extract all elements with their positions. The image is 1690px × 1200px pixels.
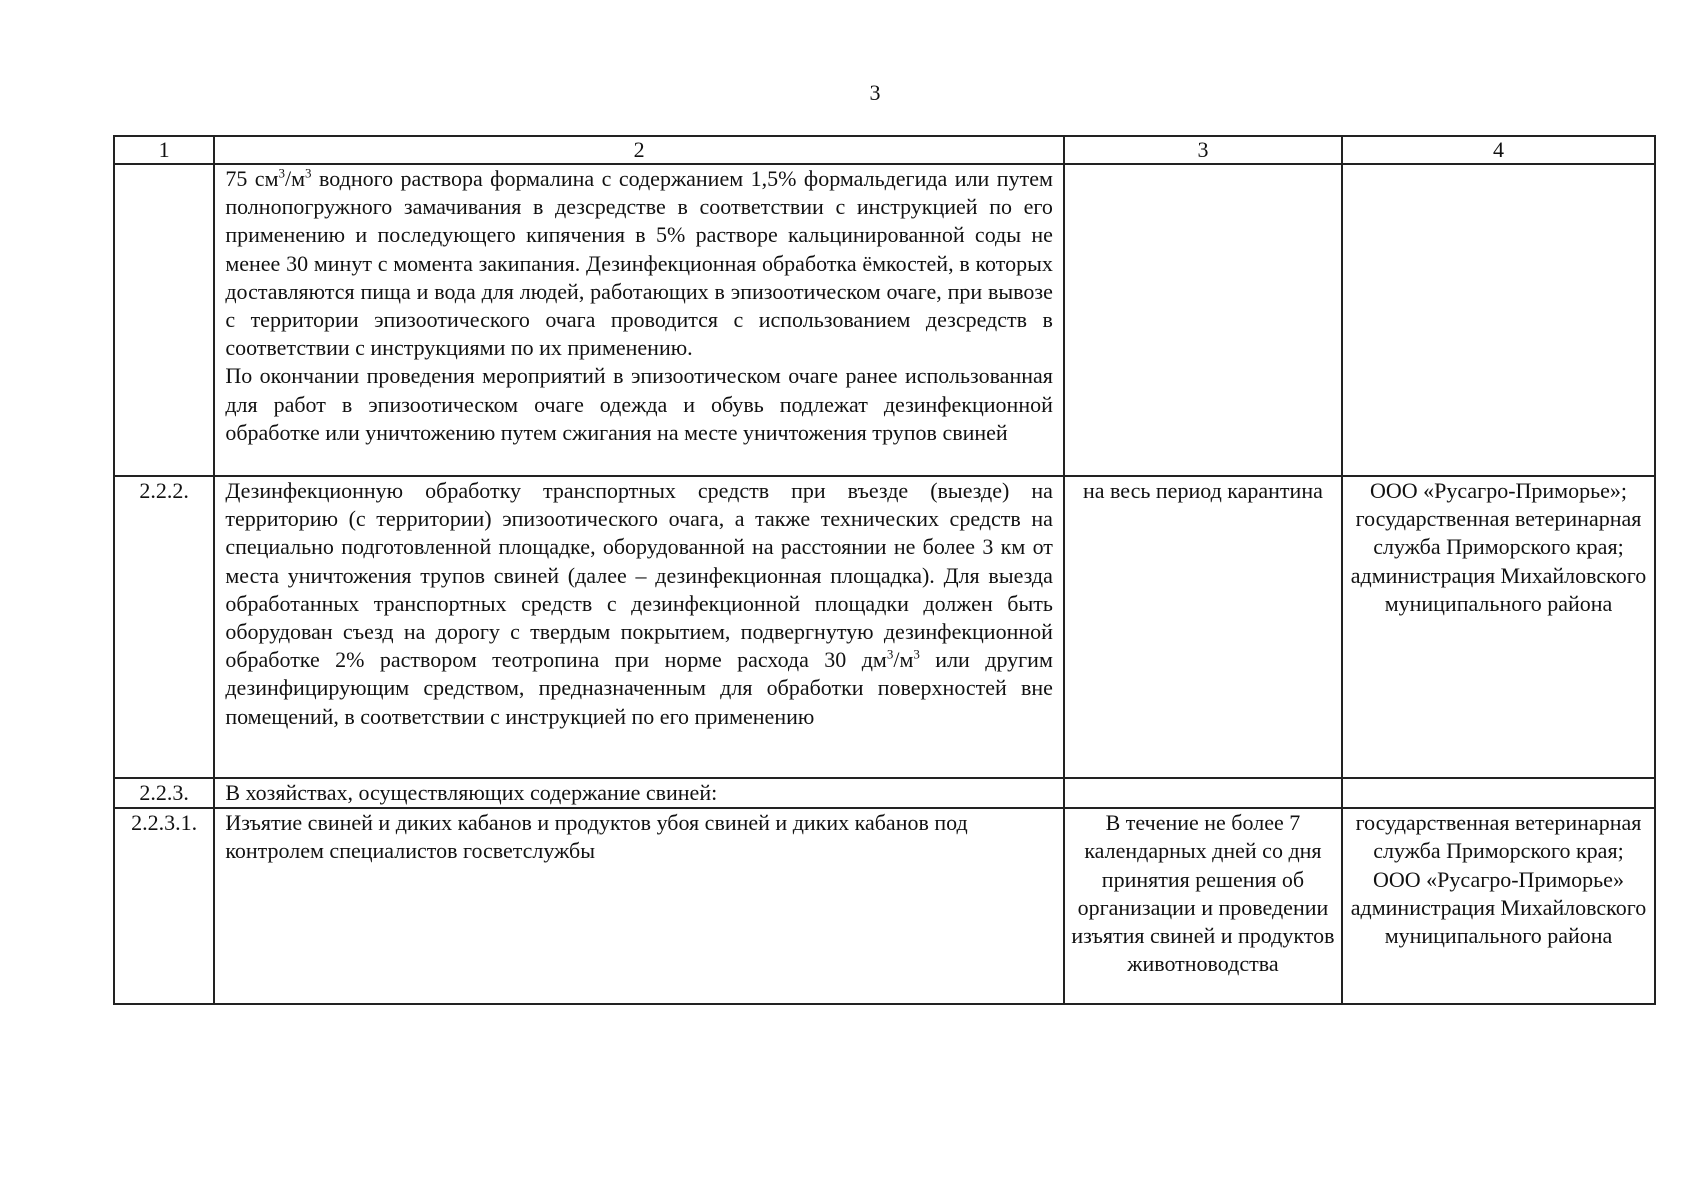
period-cell bbox=[1064, 164, 1342, 476]
column-header-1: 1 bbox=[114, 136, 214, 164]
responsible-cell: государственная ветеринарная служба Приморского края; ООО «Русагро-Приморье» администрация Михайловского муниципального района bbox=[1342, 808, 1655, 1004]
responsible-cell bbox=[1342, 164, 1655, 476]
table-header-row bbox=[114, 136, 1655, 164]
responsible-cell: ООО «Русагро-Приморье»; государственная ветеринарная служба Приморского края; администрация Михайловского муниципального района bbox=[1342, 476, 1655, 778]
period-cell: В течение не более 7 календарных дней со дня принятия решения об организации и проведении изъятия свиней и продуктов животноводства bbox=[1064, 808, 1342, 1004]
measure-text: В хозяйствах, осуществляющих содержание свиней: bbox=[214, 778, 1064, 808]
table-row bbox=[114, 778, 1655, 808]
page-number: 3 bbox=[869, 80, 881, 105]
row-number bbox=[114, 164, 214, 476]
column-header-3: 3 bbox=[1064, 136, 1342, 164]
period-cell bbox=[1064, 778, 1342, 808]
measures-table bbox=[113, 135, 1656, 1005]
table-row bbox=[114, 164, 1655, 476]
row-number: 2.2.3. bbox=[114, 778, 214, 808]
measure-paragraph-1: 75 $см^3/м^3$ водного раствора формалина с содержанием 1,5% формальдегида или путем полнопогружного замачивания в дезсредстве в соответствии с инструкцией по его применению и последующего кипячения в 5% растворе кальцинированной соды не менее 30 минут с момента закипания. Дезинфекционная обработка ёмкостей, в которых доставляются пища и вода для людей, работающих в эпизоотическом очаге, при вывозе с территории эпизоотического очага проводится с использованием дезсредств в соответствии с инструкциями по их применению. bbox=[225, 165, 1053, 361]
measure-paragraph-2: По окончании проведения мероприятий в эпизоотическом очаге ранее использованная для работ в эпизоотическом очаге одежда и обувь подлежат дезинфекционной обработке или уничтожению путем сжигания на месте уничтожения трупов свиней bbox=[225, 363, 1053, 445]
table-row bbox=[114, 476, 1655, 778]
row-number: 2.2.2. bbox=[114, 476, 214, 778]
table-row bbox=[114, 808, 1655, 1004]
period-cell: на весь период карантина bbox=[1064, 476, 1342, 778]
measure-text: Дезинфекционную обработку транспортных средств при въезде (выезде) на территорию (с территории) эпизоотического очага, а также технических средств на специально подготовленной площадке, оборудованной на расстоянии не более 3 км от места уничтожения трупов свиней (далее – дезинфекционная площадка). Для выезда обработанных транспортных средств с дезинфекционной площадки должен быть оборудован съезд на дорогу с твердым покрытием, подвергнутую дезинфекционной обработке 2% раствором теотропина при норме расхода 30 $дм^3/м^3$ или другим дезинфицирующим средством, предназначенным для обработки поверхностей вне помещений, в соответствии с инструкцией по его применению bbox=[214, 476, 1064, 778]
responsible-cell bbox=[1342, 778, 1655, 808]
measure-text: Изъятие свиней и диких кабанов и продуктов убоя свиней и диких кабанов под контролем специалистов госветслужбы bbox=[214, 808, 1064, 1004]
measure-text bbox=[214, 164, 1064, 476]
row-number: 2.2.3.1. bbox=[114, 808, 214, 1004]
column-header-4: 4 bbox=[1342, 136, 1655, 164]
column-header-2: 2 bbox=[214, 136, 1064, 164]
